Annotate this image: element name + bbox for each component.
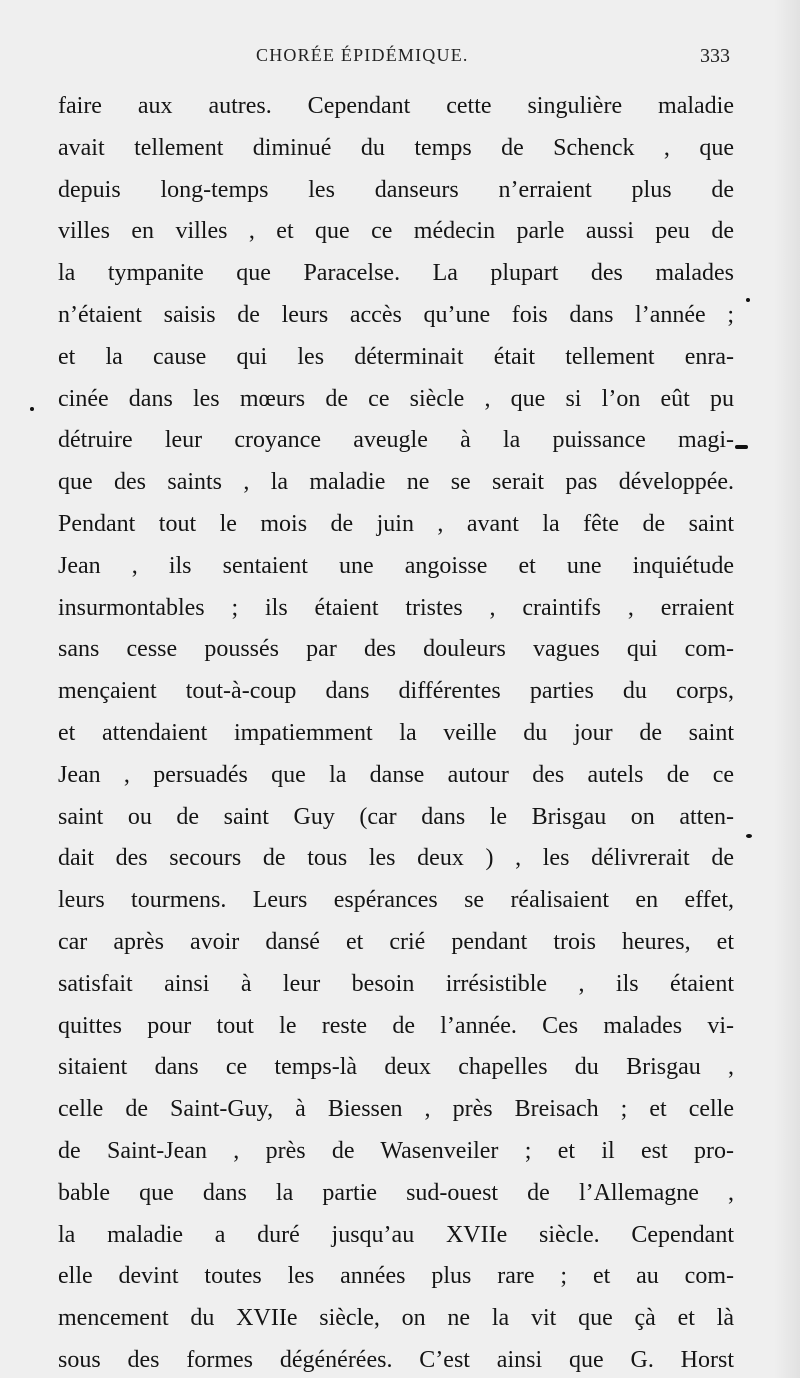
text-line: villes en villes , et que ce médecin parle aussi peu de xyxy=(58,218,734,245)
ink-speck xyxy=(746,298,750,302)
text-line: que des saints , la maladie ne se serait pas développée. xyxy=(58,469,734,496)
text-line: de Saint-Jean , près de Wasenveiler ; et il est pro- xyxy=(58,1137,734,1164)
text-line: satisfait ainsi à leur besoin irrésistible , ils étaient xyxy=(58,970,734,997)
text-line: sitaient dans ce temps-là deux chapelles du Brisgau , xyxy=(58,1054,734,1081)
text-line: la tympanite que Paracelse. La plupart des malades xyxy=(58,260,734,287)
text-line: mençaient tout-à-coup dans différentes parties du corps, xyxy=(58,678,734,705)
text-line: bable que dans la partie sud-ouest de l’Allemagne , xyxy=(58,1179,734,1206)
page-header xyxy=(58,45,730,75)
text-line: quittes pour tout le reste de l’année. Ces malades vi- xyxy=(58,1012,734,1039)
running-head: CHORÉE ÉPIDÉMIQUE. xyxy=(256,45,469,65)
ink-speck xyxy=(735,445,748,449)
text-line: Pendant tout le mois de juin , avant la fête de saint xyxy=(58,510,734,537)
text-line: Jean , persuadés que la danse autour des autels de ce xyxy=(58,761,734,788)
text-line: cinée dans les mœurs de ce siècle , que si l’on eût pu xyxy=(58,385,734,412)
text-line: saint ou de saint Guy (car dans le Brisgau on atten- xyxy=(58,803,734,830)
text-line: insurmontables ; ils étaient tristes , craintifs , erraient xyxy=(58,594,734,621)
text-line: n’étaient saisis de leurs accès qu’une fois dans l’année ; xyxy=(58,301,734,328)
text-line: elle devint toutes les années plus rare ; et au com- xyxy=(58,1263,734,1290)
text-line: et la cause qui les déterminait était tellement enra- xyxy=(58,343,734,370)
text-line: Jean , ils sentaient une angoisse et une inquiétude xyxy=(58,552,734,579)
text-line: leurs tourmens. Leurs espérances se réalisaient en effet, xyxy=(58,887,734,914)
page-edge-shadow xyxy=(774,0,800,1378)
text-line: sous des formes dégénérées. C’est ainsi que G. Horst xyxy=(58,1346,734,1373)
text-line: et attendaient impatiemment la veille du jour de saint xyxy=(58,719,734,746)
ink-speck xyxy=(30,407,34,411)
text-line: détruire leur croyance aveugle à la puissance magi- xyxy=(58,427,734,454)
text-line: depuis long-temps les danseurs n’erraient plus de xyxy=(58,176,734,203)
text-line: dait des secours de tous les deux ) , les délivrerait de xyxy=(58,845,734,872)
text-line: mencement du XVIIe siècle, on ne la vit que çà et là xyxy=(58,1305,734,1332)
text-line: faire aux autres. Cependant cette singulière maladie xyxy=(58,93,734,119)
text-line: la maladie a duré jusqu’au XVIIe siècle. Cependant xyxy=(58,1221,734,1248)
ink-speck xyxy=(746,834,752,838)
text-line: avait tellement diminué du temps de Schenck , que xyxy=(58,134,734,161)
text-line: celle de Saint-Guy, à Biessen , près Breisach ; et celle xyxy=(58,1096,734,1123)
text-line: sans cesse poussés par des douleurs vagues qui com- xyxy=(58,636,734,663)
page-number: 333 xyxy=(700,45,730,67)
text-line: car après avoir dansé et crié pendant trois heures, et xyxy=(58,928,734,955)
body-text xyxy=(58,86,734,1378)
